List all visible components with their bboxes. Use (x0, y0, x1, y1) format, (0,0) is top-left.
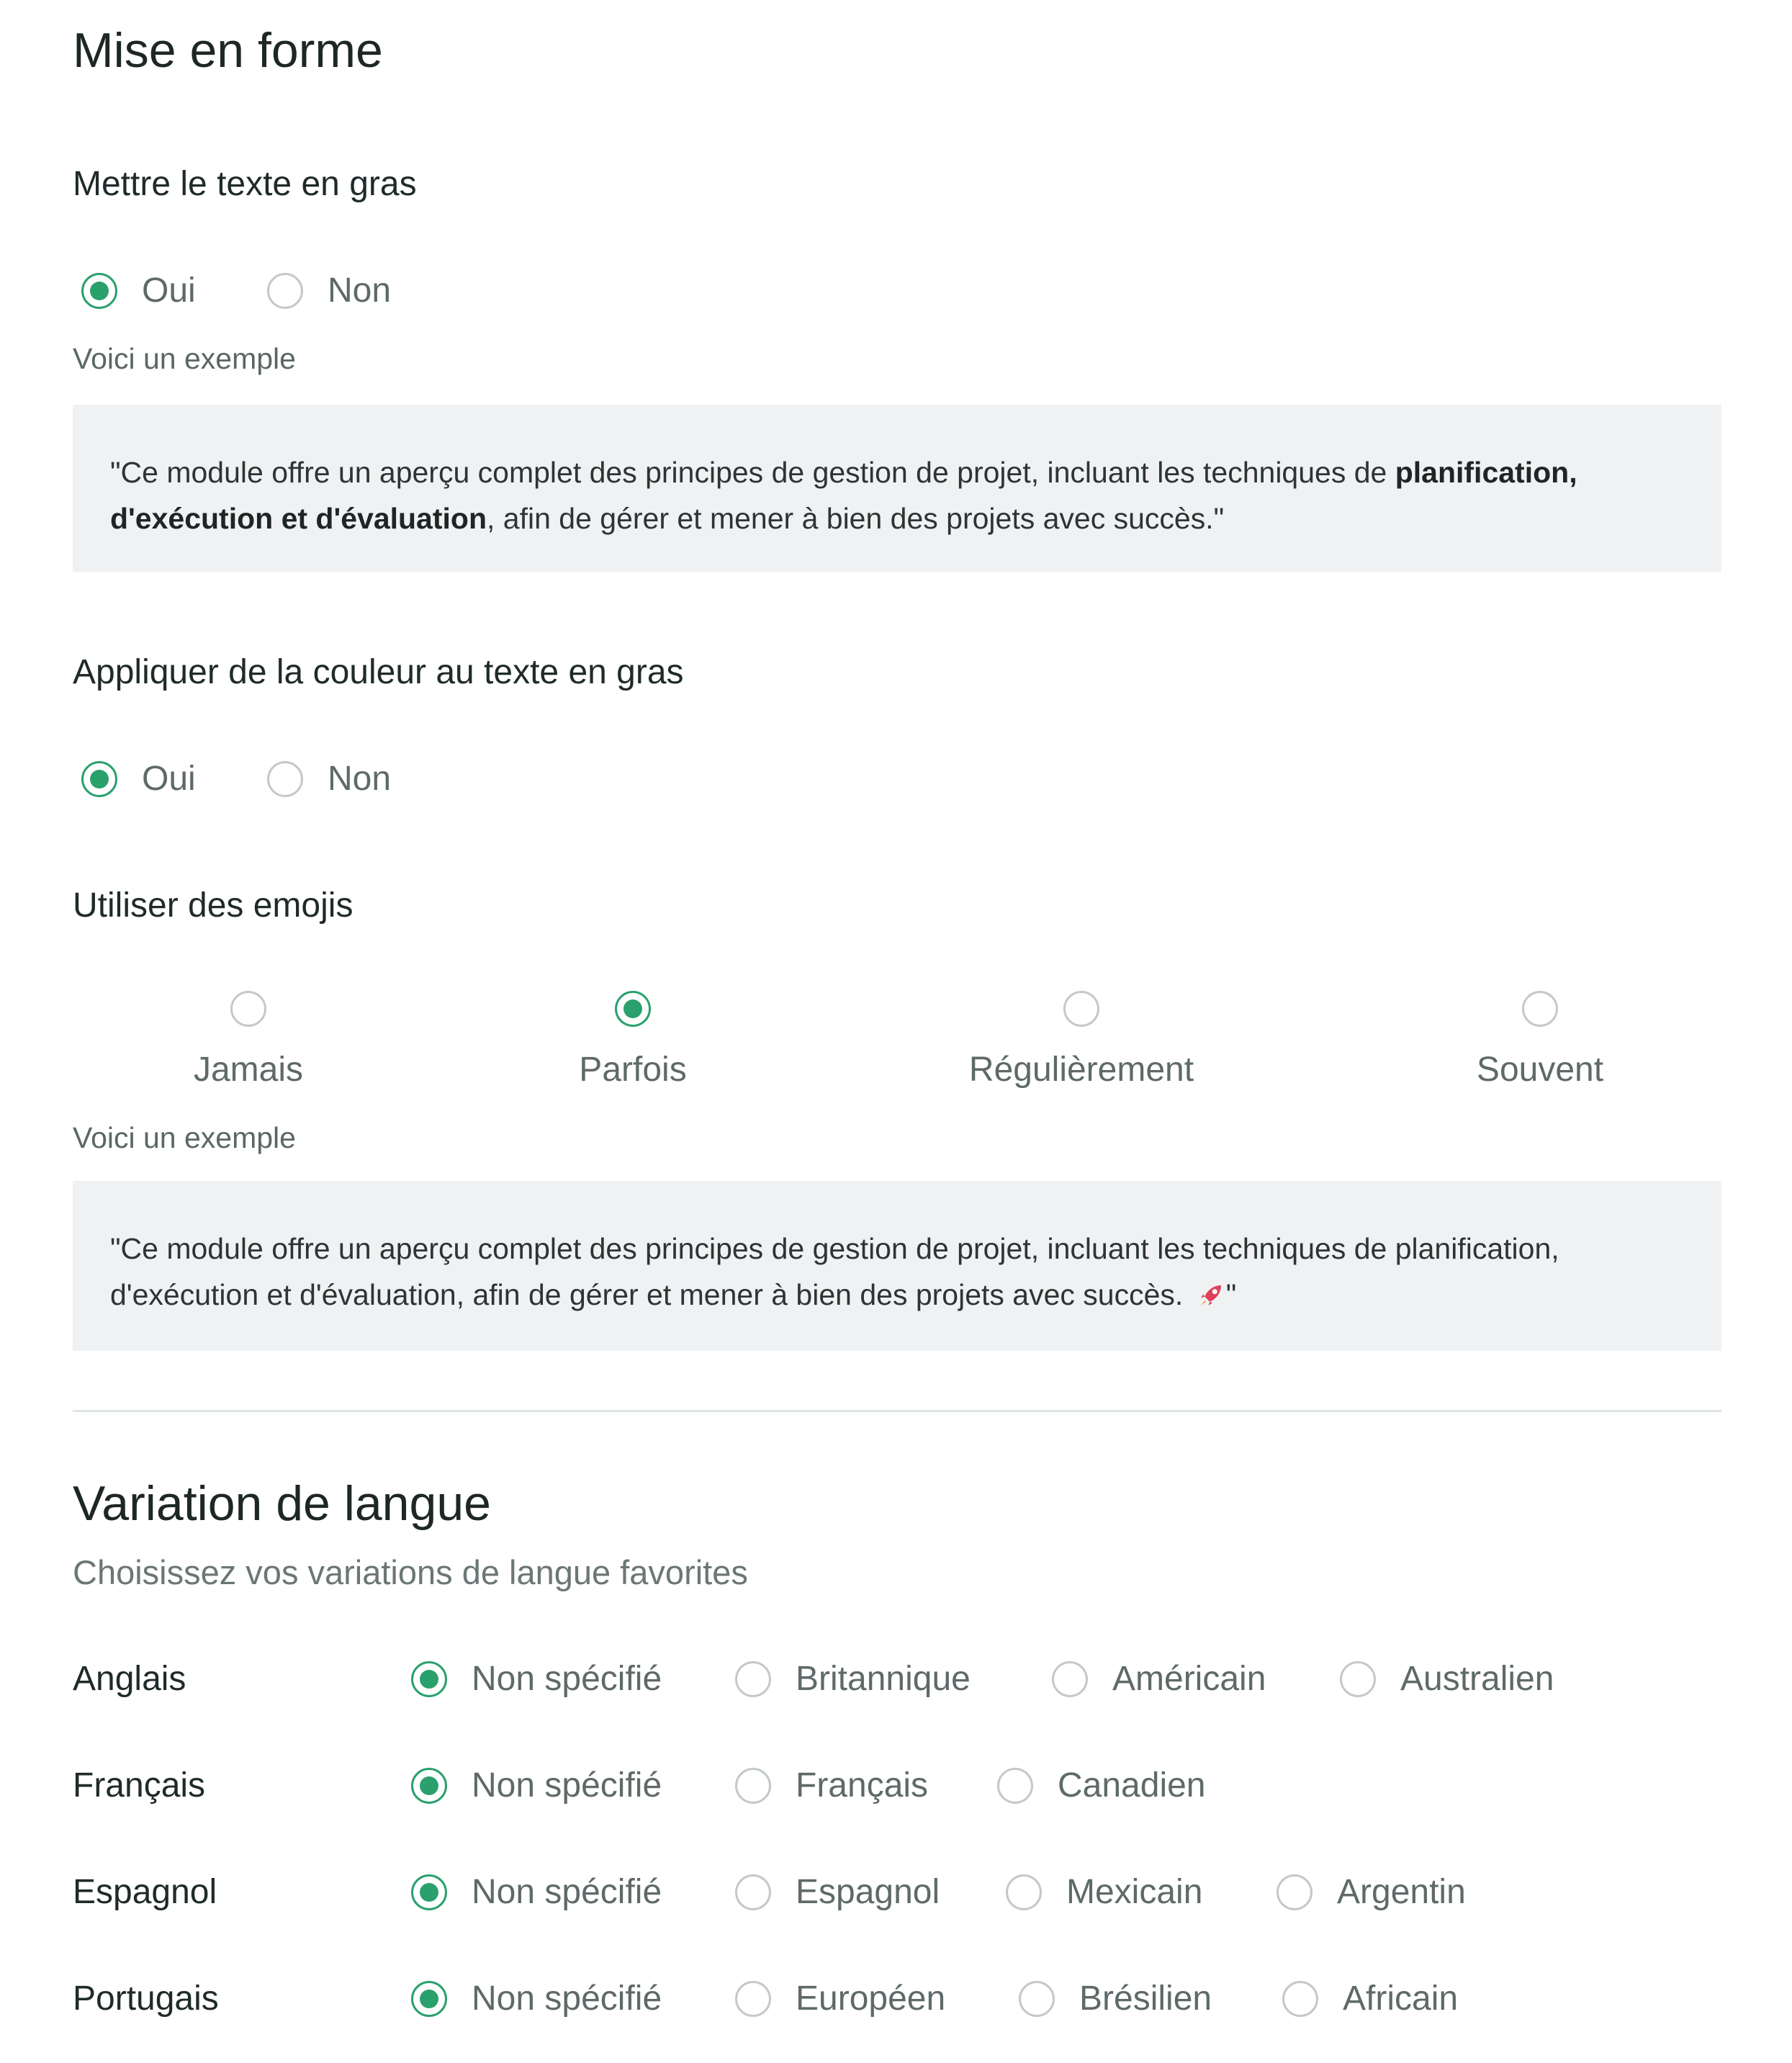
example-text: " (1225, 1278, 1237, 1311)
radio-label: Français (796, 1766, 929, 1804)
radio-label: Non spécifié (472, 1766, 662, 1804)
radio-label: Souvent (1476, 1051, 1604, 1089)
radio-checked-icon (411, 1768, 447, 1804)
radio-unchecked-icon (1052, 1661, 1088, 1697)
language-name-anglais: Anglais (73, 1660, 186, 1698)
radio-unchecked-icon (735, 1874, 771, 1910)
radio-label: Non spécifié (472, 1979, 662, 2018)
portugais-option-non-specifie[interactable] (411, 1977, 662, 2021)
radio-checked-icon (81, 273, 117, 309)
radio-checked-icon (411, 1874, 447, 1910)
radio-unchecked-icon (267, 273, 303, 309)
radio-unchecked-icon (1282, 1981, 1318, 2017)
espagnol-option-non-specifie[interactable] (411, 1871, 662, 1914)
espagnol-option-espagnol[interactable] (735, 1871, 940, 1914)
emoji-option-souvent[interactable] (1396, 991, 1684, 1087)
radio-label: Non (328, 760, 392, 798)
francais-option-canadien[interactable] (997, 1764, 1206, 1807)
radio-unchecked-icon (997, 1768, 1033, 1804)
radio-unchecked-icon (1019, 1981, 1055, 2017)
portugais-option-europeen[interactable] (735, 1977, 945, 2021)
radio-label: Européen (796, 1979, 946, 2018)
emoji-option-parfois[interactable] (489, 991, 777, 1087)
language-name-espagnol: Espagnol (73, 1873, 217, 1911)
language-subtitle: Choisissez vos variations de langue favorites (73, 1553, 748, 1591)
color-option-non[interactable] (267, 758, 391, 801)
radio-label: Régulièrement (968, 1051, 1194, 1089)
emoji-option-jamais[interactable] (104, 991, 392, 1087)
espagnol-option-mexicain[interactable] (1006, 1871, 1202, 1914)
radio-label: Argentin (1337, 1873, 1466, 1911)
language-title: Variation de langue (73, 1476, 491, 1531)
formatting-title: Mise en forme (73, 23, 383, 78)
emoji-example-box (73, 1181, 1721, 1351)
radio-label: Non (328, 271, 392, 310)
radio-unchecked-icon (1522, 991, 1558, 1027)
bold-example-label: Voici un exemple (73, 342, 296, 375)
language-name-portugais: Portugais (73, 1979, 219, 2018)
language-name-francais: Français (73, 1766, 206, 1804)
radio-unchecked-icon (1340, 1661, 1376, 1697)
radio-label: Espagnol (796, 1873, 940, 1911)
anglais-option-non-specifie[interactable] (411, 1658, 662, 1701)
section-divider (73, 1410, 1721, 1412)
color-option-oui[interactable] (81, 758, 196, 801)
bold-option-oui[interactable] (81, 269, 196, 313)
espagnol-option-argentin[interactable] (1277, 1871, 1466, 1914)
radio-unchecked-icon (267, 761, 303, 797)
color-setting-label: Appliquer de la couleur au texte en gras (73, 653, 684, 691)
radio-label: Britannique (796, 1660, 971, 1698)
anglais-option-americain[interactable] (1052, 1658, 1266, 1701)
radio-label: Jamais (193, 1051, 304, 1089)
bold-option-non[interactable] (267, 269, 391, 313)
example-text: , afin de gérer et mener à bien des projets avec succès." (487, 502, 1225, 535)
emoji-option-regulierement[interactable] (937, 991, 1225, 1087)
example-text: "Ce module offre un aperçu complet des principes de gestion de projet, incluant les techniques de planification, d'exécution et d'évaluation, afin de gérer et mener à bien des projets avec succès. (110, 1232, 1559, 1311)
example-bold-text: planification, d'exécution et d'évaluation (110, 456, 1577, 535)
bold-setting-label: Mettre le texte en gras (73, 165, 417, 203)
radio-checked-icon (81, 761, 117, 797)
radio-unchecked-icon (1006, 1874, 1042, 1910)
radio-checked-icon (615, 991, 651, 1027)
radio-label: Oui (142, 760, 196, 798)
radio-label: Mexicain (1066, 1873, 1203, 1911)
emoji-setting-label: Utiliser des emojis (73, 886, 354, 925)
emoji-example-label: Voici un exemple (73, 1121, 296, 1154)
radio-unchecked-icon (735, 1661, 771, 1697)
bold-example-box (73, 405, 1721, 572)
rocket-icon (1196, 1280, 1226, 1311)
portugais-option-bresilien[interactable] (1019, 1977, 1212, 2021)
anglais-option-australien[interactable] (1340, 1658, 1554, 1701)
anglais-option-britannique[interactable] (735, 1658, 971, 1701)
radio-unchecked-icon (1063, 991, 1099, 1027)
radio-unchecked-icon (735, 1981, 771, 2017)
radio-checked-icon (411, 1981, 447, 2017)
radio-label: Américain (1112, 1660, 1266, 1698)
example-text: "Ce module offre un aperçu complet des principes de gestion de projet, incluant les techniques de (110, 456, 1395, 489)
radio-unchecked-icon (230, 991, 266, 1027)
radio-label: Canadien (1058, 1766, 1206, 1804)
radio-label: Australien (1400, 1660, 1554, 1698)
radio-label: Non spécifié (472, 1873, 662, 1911)
portugais-option-africain[interactable] (1282, 1977, 1458, 2021)
francais-option-francais[interactable] (735, 1764, 928, 1807)
radio-unchecked-icon (735, 1768, 771, 1804)
radio-checked-icon (411, 1661, 447, 1697)
radio-label: Brésilien (1079, 1979, 1212, 2018)
radio-unchecked-icon (1277, 1874, 1313, 1910)
radio-label: Parfois (579, 1051, 687, 1089)
francais-option-non-specifie[interactable] (411, 1764, 662, 1807)
radio-label: Africain (1343, 1979, 1459, 2018)
radio-label: Oui (142, 271, 196, 310)
radio-label: Non spécifié (472, 1660, 662, 1698)
